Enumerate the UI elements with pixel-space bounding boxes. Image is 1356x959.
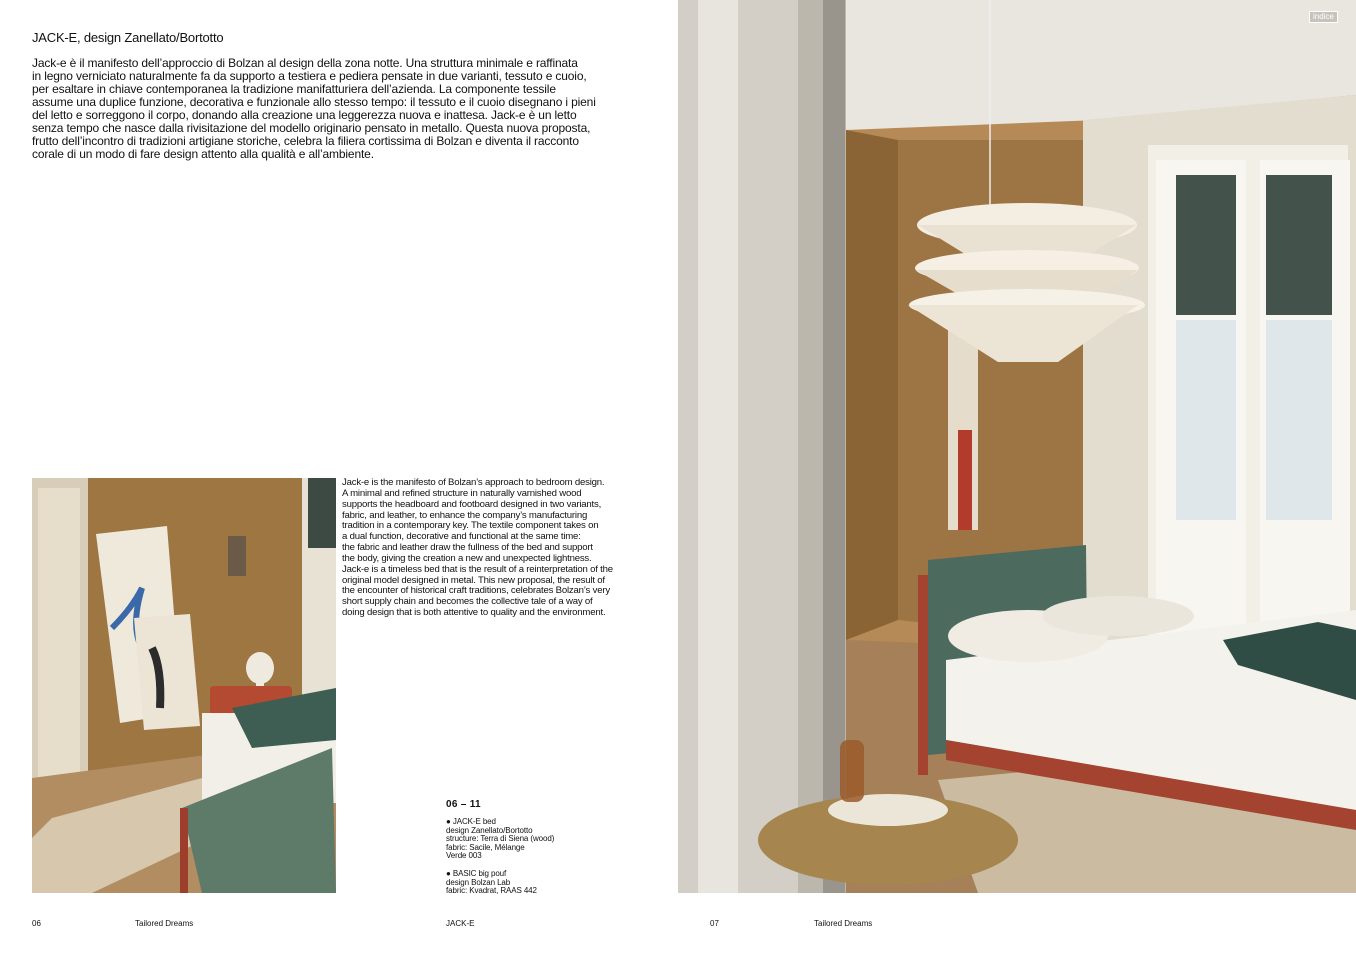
bedroom-photo bbox=[678, 0, 1356, 893]
caption-basic-pouf: ● BASIC big pouf design Bolzan Lab fabric: Kvadrat, RAAS 442 bbox=[446, 869, 537, 896]
left-running-header: Tailored Dreams bbox=[135, 919, 194, 928]
page-title: JACK-E, design Zanellato/Bortotto bbox=[32, 30, 224, 45]
english-description: Jack-e is the manifesto of Bolzan’s approach to bedroom design. A minimal and refined structure in naturally varnished wood supports the headboard and footboard designed in two variants, fabric, and leather, to enhance the company’s manufacturing tradition in a contemporary key. The textile component takes on a dual function, decorative and functional at the same time: the fabric and leather draw the fullness of the bed and support the body, giving the creation a new and unexpected lightness. Jack-e is a timeless bed that is the result of a reinterpretation of the original model designed in metal. This new proposal, the result of the encounter of historical craft traditions, celebrates Bolzan’s very short supply chain and becomes the collective tale of a way of doing design that is both attentive to quality and the environment. bbox=[342, 477, 613, 619]
caption-jack-e-bed: ● JACK-E bed design Zanellato/Bortotto structure: Terra di Siena (wood) fabric: Sacile, Mélange Verde 003 bbox=[446, 817, 555, 861]
bedroom-corner-photo bbox=[32, 478, 336, 893]
index-button[interactable]: indice bbox=[1309, 11, 1338, 23]
chapter-label: JACK-E bbox=[446, 919, 475, 928]
right-running-header: Tailored Dreams bbox=[814, 919, 873, 928]
left-page-number: 06 bbox=[32, 919, 41, 928]
page-range: 06 – 11 bbox=[446, 799, 481, 810]
italian-description: Jack-e è il manifesto dell’approccio di Bolzan al design della zona notte. Una struttura minimale e raffinata in legno verniciato naturalmente fa da supporto a testiera e pediera pensate in due varianti, tessuto e cuoio, per esaltare in chiave contemporanea la tradizione manifatturiera dell’azienda. La componente tessile assume una duplice funzione, decorativa e funzionale allo stesso tempo: il tessuto e il cuoio disegnano i pieni del letto e sorreggono il corpo, donando alla creazione una leggerezza nuova e inattesa. Jack-e è un letto senza tempo che nasce dalla rivisitazione del modello originario pensato in metallo. Questa nuova proposta, frutto dell’incontro di tradizioni artigiane storiche, celebra la filiera cortissima di Bolzan e diventa il racconto corale di un modo di fare design attento alla qualità e all’ambiente. bbox=[32, 56, 596, 161]
right-page-number: 07 bbox=[710, 919, 719, 928]
